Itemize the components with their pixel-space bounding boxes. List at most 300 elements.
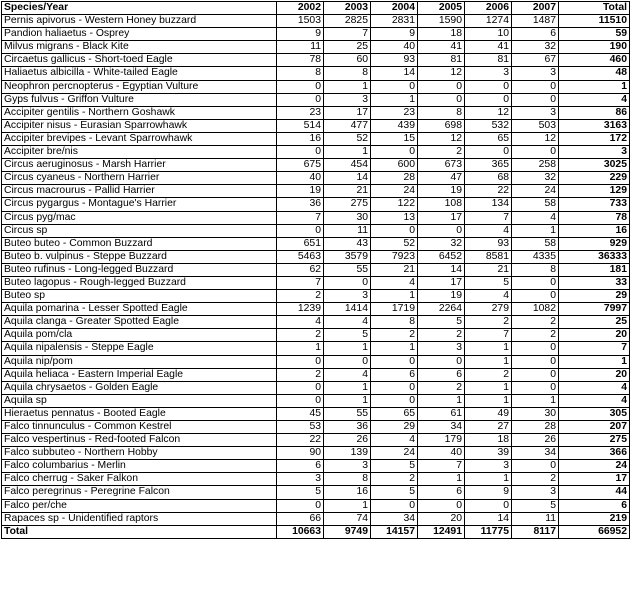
count-cell: 1 xyxy=(277,342,324,355)
count-cell: 675 xyxy=(277,159,324,172)
count-cell: 25 xyxy=(324,41,371,54)
count-cell: 2 xyxy=(512,473,559,486)
row-total-cell: 7997 xyxy=(559,303,630,316)
count-cell: 1 xyxy=(371,93,418,106)
table-row xyxy=(2,28,630,41)
count-cell: 10 xyxy=(465,28,512,41)
count-cell: 19 xyxy=(277,185,324,198)
count-cell: 66 xyxy=(277,512,324,525)
table-row xyxy=(2,329,630,342)
row-total-cell: 86 xyxy=(559,106,630,119)
count-cell: 58 xyxy=(512,237,559,250)
table-row xyxy=(2,316,630,329)
count-cell: 5 xyxy=(371,486,418,499)
table-row xyxy=(2,41,630,54)
count-cell: 12 xyxy=(418,67,465,80)
row-total-cell: 1 xyxy=(559,355,630,368)
table-row xyxy=(2,473,630,486)
count-cell: 11 xyxy=(277,41,324,54)
table-row xyxy=(2,146,630,159)
count-cell: 6 xyxy=(418,486,465,499)
count-cell: 1082 xyxy=(512,303,559,316)
table-row xyxy=(2,237,630,250)
species-cell: Accipiter bre/nis xyxy=(2,146,277,159)
count-cell: 0 xyxy=(418,499,465,512)
table-row xyxy=(2,447,630,460)
count-cell: 673 xyxy=(418,159,465,172)
count-cell: 651 xyxy=(277,237,324,250)
count-cell: 68 xyxy=(465,172,512,185)
count-cell: 41 xyxy=(418,41,465,54)
count-cell: 0 xyxy=(512,146,559,159)
count-cell: 9 xyxy=(277,28,324,41)
row-total-cell: 4 xyxy=(559,381,630,394)
species-cell: Circaetus gallicus - Short-toed Eagle xyxy=(2,54,277,67)
count-cell: 3579 xyxy=(324,250,371,263)
table-row xyxy=(2,499,630,512)
total-label: Total xyxy=(2,525,277,538)
count-cell: 7 xyxy=(277,211,324,224)
count-cell: 1719 xyxy=(371,303,418,316)
count-cell: 19 xyxy=(418,185,465,198)
species-cell: Milvus migrans - Black Kite xyxy=(2,41,277,54)
row-total-cell: 20 xyxy=(559,329,630,342)
count-cell: 11 xyxy=(512,512,559,525)
count-cell: 49 xyxy=(465,407,512,420)
table-row xyxy=(2,290,630,303)
count-cell: 39 xyxy=(465,447,512,460)
header-year: 2002 xyxy=(277,2,324,15)
count-cell: 40 xyxy=(371,41,418,54)
count-cell: 4 xyxy=(512,211,559,224)
row-total-cell: 181 xyxy=(559,263,630,276)
count-cell: 8 xyxy=(418,106,465,119)
count-cell: 3 xyxy=(465,67,512,80)
count-cell: 5 xyxy=(512,499,559,512)
count-cell: 30 xyxy=(512,407,559,420)
count-cell: 7 xyxy=(465,211,512,224)
table-row xyxy=(2,355,630,368)
count-cell: 0 xyxy=(512,460,559,473)
year-total-cell: 9749 xyxy=(324,525,371,538)
count-cell: 7 xyxy=(465,329,512,342)
count-cell: 3 xyxy=(418,342,465,355)
row-total-cell: 78 xyxy=(559,211,630,224)
count-cell: 0 xyxy=(512,290,559,303)
species-cell: Circus pygargus - Montague's Harrier xyxy=(2,198,277,211)
count-cell: 6 xyxy=(371,368,418,381)
species-cell: Buteo rufinus - Long-legged Buzzard xyxy=(2,263,277,276)
count-cell: 477 xyxy=(324,119,371,132)
species-cell: Rapaces sp - Unidentified raptors xyxy=(2,512,277,525)
count-cell: 58 xyxy=(512,198,559,211)
count-cell: 0 xyxy=(371,80,418,93)
table-row xyxy=(2,211,630,224)
row-total-cell: 25 xyxy=(559,316,630,329)
count-cell: 9 xyxy=(371,28,418,41)
count-cell: 1 xyxy=(465,394,512,407)
count-cell: 1 xyxy=(324,80,371,93)
row-total-cell: 44 xyxy=(559,486,630,499)
count-cell: 2 xyxy=(418,381,465,394)
count-cell: 41 xyxy=(465,41,512,54)
species-cell: Aquila heliaca - Eastern Imperial Eagle xyxy=(2,368,277,381)
count-cell: 93 xyxy=(371,54,418,67)
count-cell: 6452 xyxy=(418,250,465,263)
species-cell: Circus pyg/mac xyxy=(2,211,277,224)
count-cell: 8 xyxy=(324,473,371,486)
count-cell: 4 xyxy=(324,368,371,381)
table-row xyxy=(2,54,630,67)
count-cell: 532 xyxy=(465,119,512,132)
table-row xyxy=(2,15,630,28)
year-total-cell: 8117 xyxy=(512,525,559,538)
count-cell: 14 xyxy=(418,263,465,276)
count-cell: 16 xyxy=(277,132,324,145)
header-year: 2006 xyxy=(465,2,512,15)
count-cell: 5 xyxy=(418,316,465,329)
count-cell: 1 xyxy=(418,394,465,407)
count-cell: 11 xyxy=(324,224,371,237)
count-cell: 1 xyxy=(512,224,559,237)
row-total-cell: 129 xyxy=(559,185,630,198)
count-cell: 36 xyxy=(324,421,371,434)
row-total-cell: 48 xyxy=(559,67,630,80)
count-cell: 21 xyxy=(465,263,512,276)
count-cell: 365 xyxy=(465,159,512,172)
count-cell: 3 xyxy=(277,473,324,486)
species-cell: Falco peregrinus - Peregrine Falcon xyxy=(2,486,277,499)
count-cell: 0 xyxy=(371,394,418,407)
count-cell: 1 xyxy=(324,499,371,512)
species-cell: Falco per/che xyxy=(2,499,277,512)
species-cell: Falco tinnunculus - Common Kestrel xyxy=(2,421,277,434)
count-cell: 65 xyxy=(465,132,512,145)
count-cell: 0 xyxy=(277,355,324,368)
table-row xyxy=(2,486,630,499)
count-cell: 0 xyxy=(277,381,324,394)
species-cell: Accipiter brevipes - Levant Sparrowhawk xyxy=(2,132,277,145)
row-total-cell: 4 xyxy=(559,394,630,407)
species-cell: Buteo b. vulpinus - Steppe Buzzard xyxy=(2,250,277,263)
count-cell: 26 xyxy=(324,434,371,447)
species-cell: Neophron percnopterus - Egyptian Vulture xyxy=(2,80,277,93)
table-row xyxy=(2,368,630,381)
count-cell: 2 xyxy=(465,368,512,381)
species-cell: Gyps fulvus - Griffon Vulture xyxy=(2,93,277,106)
species-cell: Haliaetus albicilla - White-tailed Eagle xyxy=(2,67,277,80)
count-cell: 279 xyxy=(465,303,512,316)
count-cell: 21 xyxy=(324,185,371,198)
count-cell: 0 xyxy=(418,93,465,106)
count-cell: 2 xyxy=(371,329,418,342)
count-cell: 19 xyxy=(418,290,465,303)
row-total-cell: 305 xyxy=(559,407,630,420)
count-cell: 28 xyxy=(512,421,559,434)
count-cell: 179 xyxy=(418,434,465,447)
count-cell: 2 xyxy=(277,290,324,303)
year-total-cell: 11775 xyxy=(465,525,512,538)
table-row xyxy=(2,381,630,394)
count-cell: 2831 xyxy=(371,15,418,28)
species-cell: Aquila nipalensis - Steppe Eagle xyxy=(2,342,277,355)
row-total-cell: 24 xyxy=(559,460,630,473)
count-cell: 258 xyxy=(512,159,559,172)
count-cell: 3 xyxy=(512,486,559,499)
row-total-cell: 207 xyxy=(559,421,630,434)
table-row xyxy=(2,198,630,211)
count-cell: 1 xyxy=(465,355,512,368)
count-cell: 3 xyxy=(324,93,371,106)
count-cell: 0 xyxy=(371,355,418,368)
row-total-cell: 929 xyxy=(559,237,630,250)
table-row xyxy=(2,342,630,355)
table-body xyxy=(2,15,630,526)
row-total-cell: 733 xyxy=(559,198,630,211)
row-total-cell: 3025 xyxy=(559,159,630,172)
count-cell: 2 xyxy=(512,316,559,329)
species-cell: Pandion haliaetus - Osprey xyxy=(2,28,277,41)
row-total-cell: 11510 xyxy=(559,15,630,28)
count-cell: 3 xyxy=(465,460,512,473)
count-cell: 0 xyxy=(371,146,418,159)
count-cell: 3 xyxy=(512,106,559,119)
species-cell: Falco cherrug - Saker Falkon xyxy=(2,473,277,486)
count-cell: 503 xyxy=(512,119,559,132)
count-cell: 1 xyxy=(324,394,371,407)
raptor-table-container xyxy=(1,1,630,539)
count-cell: 600 xyxy=(371,159,418,172)
count-cell: 139 xyxy=(324,447,371,460)
count-cell: 34 xyxy=(512,447,559,460)
year-total-cell: 12491 xyxy=(418,525,465,538)
row-total-cell: 7 xyxy=(559,342,630,355)
count-cell: 0 xyxy=(465,93,512,106)
count-cell: 1487 xyxy=(512,15,559,28)
header-total: Total xyxy=(559,2,630,15)
count-cell: 29 xyxy=(371,421,418,434)
count-cell: 0 xyxy=(512,80,559,93)
year-total-cell: 14157 xyxy=(371,525,418,538)
table-row xyxy=(2,106,630,119)
table-row xyxy=(2,119,630,132)
raptor-count-table xyxy=(1,1,630,539)
count-cell: 0 xyxy=(418,224,465,237)
table-row xyxy=(2,132,630,145)
header-species: Species/Year xyxy=(2,2,277,15)
count-cell: 17 xyxy=(418,276,465,289)
count-cell: 1 xyxy=(324,146,371,159)
count-cell: 0 xyxy=(512,276,559,289)
count-cell: 6 xyxy=(512,28,559,41)
row-total-cell: 190 xyxy=(559,41,630,54)
count-cell: 67 xyxy=(512,54,559,67)
count-cell: 0 xyxy=(324,276,371,289)
table-row xyxy=(2,394,630,407)
table-row xyxy=(2,460,630,473)
species-cell: Falco columbarius - Merlin xyxy=(2,460,277,473)
count-cell: 60 xyxy=(324,54,371,67)
count-cell: 23 xyxy=(371,106,418,119)
count-cell: 6 xyxy=(418,368,465,381)
count-cell: 34 xyxy=(418,421,465,434)
row-total-cell: 172 xyxy=(559,132,630,145)
species-cell: Aquila sp xyxy=(2,394,277,407)
count-cell: 4335 xyxy=(512,250,559,263)
table-row xyxy=(2,263,630,276)
grand-total-cell: 66952 xyxy=(559,525,630,538)
count-cell: 32 xyxy=(512,41,559,54)
count-cell: 81 xyxy=(465,54,512,67)
count-cell: 108 xyxy=(418,198,465,211)
count-cell: 2264 xyxy=(418,303,465,316)
count-cell: 55 xyxy=(324,407,371,420)
species-cell: Circus macrourus - Pallid Harrier xyxy=(2,185,277,198)
count-cell: 6 xyxy=(277,460,324,473)
table-row xyxy=(2,159,630,172)
count-cell: 5 xyxy=(371,460,418,473)
table-row xyxy=(2,93,630,106)
count-cell: 1 xyxy=(465,473,512,486)
count-cell: 0 xyxy=(465,499,512,512)
row-total-cell: 366 xyxy=(559,447,630,460)
row-total-cell: 20 xyxy=(559,368,630,381)
count-cell: 1 xyxy=(371,342,418,355)
count-cell: 698 xyxy=(418,119,465,132)
count-cell: 74 xyxy=(324,512,371,525)
table-row xyxy=(2,80,630,93)
count-cell: 0 xyxy=(512,368,559,381)
count-cell: 1414 xyxy=(324,303,371,316)
count-cell: 52 xyxy=(324,132,371,145)
count-cell: 134 xyxy=(465,198,512,211)
count-cell: 1239 xyxy=(277,303,324,316)
row-total-cell: 229 xyxy=(559,172,630,185)
species-cell: Falco vespertinus - Red-footed Falcon xyxy=(2,434,277,447)
count-cell: 8 xyxy=(277,67,324,80)
table-row xyxy=(2,407,630,420)
species-cell: Aquila pom/cla xyxy=(2,329,277,342)
count-cell: 0 xyxy=(512,381,559,394)
count-cell: 52 xyxy=(371,237,418,250)
row-total-cell: 59 xyxy=(559,28,630,41)
count-cell: 1 xyxy=(371,290,418,303)
count-cell: 81 xyxy=(418,54,465,67)
count-cell: 4 xyxy=(465,290,512,303)
count-cell: 22 xyxy=(277,434,324,447)
count-cell: 1 xyxy=(324,342,371,355)
count-cell: 8 xyxy=(512,263,559,276)
count-cell: 4 xyxy=(371,434,418,447)
species-cell: Aquila clanga - Greater Spotted Eagle xyxy=(2,316,277,329)
count-cell: 40 xyxy=(418,447,465,460)
count-cell: 12 xyxy=(418,132,465,145)
count-cell: 7923 xyxy=(371,250,418,263)
row-total-cell: 460 xyxy=(559,54,630,67)
count-cell: 1 xyxy=(418,473,465,486)
species-cell: Circus cyaneus - Northern Harrier xyxy=(2,172,277,185)
count-cell: 0 xyxy=(277,499,324,512)
count-cell: 1503 xyxy=(277,15,324,28)
count-cell: 2 xyxy=(512,329,559,342)
count-cell: 439 xyxy=(371,119,418,132)
count-cell: 9 xyxy=(465,486,512,499)
row-total-cell: 4 xyxy=(559,93,630,106)
row-total-cell: 3163 xyxy=(559,119,630,132)
row-total-cell: 29 xyxy=(559,290,630,303)
header-year: 2004 xyxy=(371,2,418,15)
count-cell: 14 xyxy=(465,512,512,525)
count-cell: 1 xyxy=(512,394,559,407)
count-cell: 5 xyxy=(465,276,512,289)
count-cell: 5463 xyxy=(277,250,324,263)
count-cell: 7 xyxy=(418,460,465,473)
table-row xyxy=(2,185,630,198)
count-cell: 43 xyxy=(324,237,371,250)
count-cell: 1590 xyxy=(418,15,465,28)
count-cell: 122 xyxy=(371,198,418,211)
count-cell: 4 xyxy=(324,316,371,329)
count-cell: 514 xyxy=(277,119,324,132)
count-cell: 40 xyxy=(277,172,324,185)
count-cell: 4 xyxy=(371,276,418,289)
count-cell: 32 xyxy=(418,237,465,250)
count-cell: 78 xyxy=(277,54,324,67)
count-cell: 22 xyxy=(465,185,512,198)
count-cell: 21 xyxy=(371,263,418,276)
count-cell: 14 xyxy=(371,67,418,80)
count-cell: 18 xyxy=(418,28,465,41)
count-cell: 1 xyxy=(465,342,512,355)
count-cell: 0 xyxy=(465,80,512,93)
count-cell: 1 xyxy=(465,381,512,394)
row-total-cell: 219 xyxy=(559,512,630,525)
count-cell: 26 xyxy=(512,434,559,447)
row-total-cell: 16 xyxy=(559,224,630,237)
count-cell: 2 xyxy=(371,473,418,486)
count-cell: 36 xyxy=(277,198,324,211)
header-row xyxy=(2,2,630,15)
count-cell: 2 xyxy=(465,316,512,329)
species-cell: Buteo lagopus - Rough-legged Buzzard xyxy=(2,276,277,289)
count-cell: 2825 xyxy=(324,15,371,28)
species-cell: Aquila pomarina - Lesser Spotted Eagle xyxy=(2,303,277,316)
count-cell: 8 xyxy=(324,67,371,80)
species-cell: Falco subbuteo - Northern Hobby xyxy=(2,447,277,460)
header-year: 2003 xyxy=(324,2,371,15)
row-total-cell: 1 xyxy=(559,80,630,93)
count-cell: 0 xyxy=(371,499,418,512)
count-cell: 14 xyxy=(324,172,371,185)
row-total-cell: 17 xyxy=(559,473,630,486)
count-cell: 7 xyxy=(277,276,324,289)
count-cell: 0 xyxy=(371,381,418,394)
row-total-cell: 33 xyxy=(559,276,630,289)
count-cell: 24 xyxy=(371,447,418,460)
row-total-cell: 3 xyxy=(559,146,630,159)
table-row xyxy=(2,434,630,447)
species-cell: Circus aeruginosus - Marsh Harrier xyxy=(2,159,277,172)
count-cell: 454 xyxy=(324,159,371,172)
species-cell: Aquila chrysaetos - Golden Eagle xyxy=(2,381,277,394)
count-cell: 0 xyxy=(512,342,559,355)
row-total-cell: 275 xyxy=(559,434,630,447)
count-cell: 0 xyxy=(324,355,371,368)
count-cell: 2 xyxy=(277,368,324,381)
count-cell: 17 xyxy=(418,211,465,224)
count-cell: 0 xyxy=(512,355,559,368)
count-cell: 24 xyxy=(512,185,559,198)
